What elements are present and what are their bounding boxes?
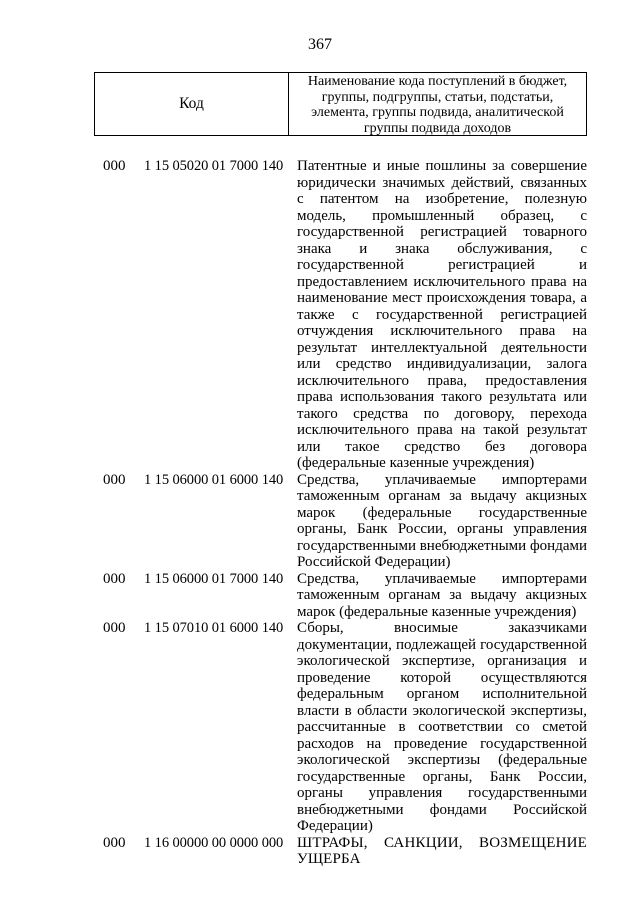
row-name: Средства, уплачиваемые импортерами таможенным органам за выдачу акцизных марок (федеральные казенные учреждения) <box>297 570 587 620</box>
row-admin-code: 000 <box>103 570 126 587</box>
row-name: Средства, уплачиваемые импортерами таможенным органам за выдачу акцизных марок (федеральные государственные органы, Банк России, органы управления государственными внебюджетными фондами Российской Федерации) <box>297 471 588 570</box>
row-admin-code: 000 <box>103 620 126 636</box>
header-name-label: Наименование кода поступлений в бюджет, группы, подгруппы, статьи, подстатьи, элемента, группы подвида, аналитической группы подвида доходов <box>307 74 568 136</box>
row-name: Патентные и иные пошлины за совершение юридически значимых действий, связанных с патентом на изобретение, полезную модель, промышленный образец, с государственной регистрацией товарного знака и знака обслуживания, с государственной регистрацией и предоставлением исключительного права на наименование мест происхождения товара, а также с государственной регистрацией отчуждения исключительного права на результат интеллектуальной деятельности или средство индивидуализации, залога исключительного права, предоставления права использования такого результата или такого средства по договору, перехода исключительного права на такой результат или такое средство без договора (федеральные казенные учреждения) <box>297 158 587 471</box>
table-row <box>0 472 640 571</box>
row-budget-code: 1 15 06000 01 6000 140 <box>144 471 284 488</box>
table-row <box>0 158 640 472</box>
row-budget-code: 1 15 07010 01 6000 140 <box>144 620 284 636</box>
table-row <box>0 835 640 868</box>
row-budget-code: 1 16 00000 00 0000 000 <box>144 834 284 851</box>
header-code-label: Код <box>95 73 289 135</box>
row-name: Сборы, вносимые заказчиками документации, подлежащей государственной экологической экспертизе, организация и проведение которой осуществляются федеральным органом исполнительной власти в области экологической экспертизы, рассчитанные в соответствии со сметой расходов на проведение государственной экологической экспертизы (федеральные государственные органы, Банк России, органы управления государственными внебюджетными фондами Российской Федерации) <box>297 620 587 834</box>
row-budget-code: 1 15 06000 01 7000 140 <box>144 570 284 587</box>
table-row <box>0 620 640 835</box>
page-number: 367 <box>308 36 332 53</box>
row-admin-code: 000 <box>103 834 126 851</box>
table-header <box>94 72 587 136</box>
row-name: ШТРАФЫ, САНКЦИИ, ВОЗМЕЩЕНИЕ УЩЕРБА <box>297 834 587 867</box>
table-row <box>0 571 640 621</box>
row-admin-code: 000 <box>103 471 126 488</box>
row-budget-code: 1 15 05020 01 7000 140 <box>144 158 284 174</box>
table-body <box>0 158 640 868</box>
row-admin-code: 000 <box>103 158 126 174</box>
